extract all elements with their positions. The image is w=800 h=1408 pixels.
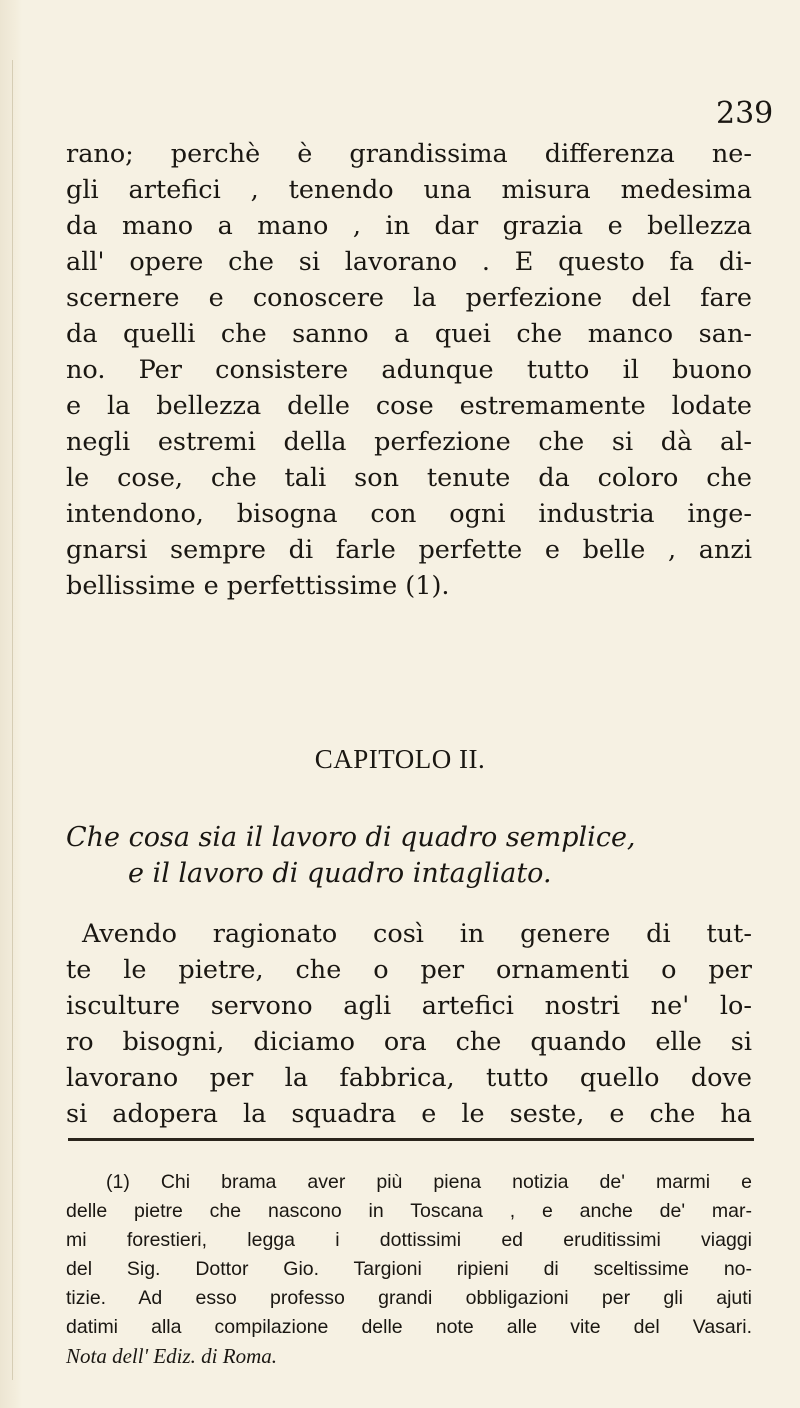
text-line: all' opere che si lavorano . E questo fa di- (66, 247, 752, 277)
footnote-separator (68, 1138, 754, 1141)
footnote-line: delle pietre che nascono in Toscana , e anche de' mar- (66, 1200, 752, 1222)
text-line: te le pietre, che o per ornamenti o per (66, 955, 752, 985)
text-line: intendono, bisogna con ogni industria inge- (66, 499, 752, 529)
body-text-top (66, 136, 752, 604)
footnote-line: tizie. Ad esso professo grandi obbligazioni per gli ajuti (66, 1287, 752, 1309)
footnote-line: mi forestieri, legga i dottissimi ed eruditissimi viaggi (66, 1229, 752, 1251)
text-line: da mano a mano , in dar grazia e bellezza (66, 211, 752, 241)
text-line: da quelli che sanno a quei che manco san- (66, 319, 752, 349)
subtitle-line: e il lavoro di quadro intagliato. (128, 858, 552, 889)
text-line: no. Per consistere adunque tutto il buono (66, 355, 752, 385)
text-line: Avendo ragionato così in genere di tut- (82, 919, 752, 949)
footnote (66, 1168, 752, 1371)
body-text-bottom (66, 916, 752, 1132)
page-number: 239 (716, 96, 774, 131)
chapter-heading: CAPITOLO II. (314, 744, 486, 774)
text-line: negli estremi della perfezione che si dà al- (66, 427, 752, 457)
text-line: isculture servono agli artefici nostri ne' lo- (66, 991, 752, 1021)
binding-edge (12, 60, 13, 1380)
subtitle-line: Che cosa sia il lavoro di quadro semplice, (66, 822, 636, 853)
text-line: le cose, che tali son tenute da coloro che (66, 463, 752, 493)
text-line: bellissime e perfettissime (1). (66, 571, 450, 601)
text-line: ro bisogni, diciamo ora che quando elle si (66, 1027, 752, 1057)
footnote-line: (1) Chi brama aver più piena notizia de' marmi e (106, 1171, 752, 1193)
text-line: gli artefici , tenendo una misura medesima (66, 175, 752, 205)
text-line: gnarsi sempre di farle perfette e belle , anzi (66, 535, 752, 565)
footnote-line: datimi alla compilazione delle note alle vite del Vasari. (66, 1316, 752, 1338)
text-line: si adopera la squadra e le seste, e che ha (66, 1099, 752, 1129)
chapter-subtitle (66, 820, 752, 892)
text-line: lavorano per la fabbrica, tutto quello dove (66, 1063, 752, 1093)
text-line: rano; perchè è grandissima differenza ne- (66, 139, 752, 169)
page-gutter (0, 0, 22, 1408)
footnote-attribution: Nota dell' Ediz. di Roma. (66, 1344, 277, 1368)
footnote-line: del Sig. Dottor Gio. Targioni ripieni di sceltissime no- (66, 1258, 752, 1280)
text-line: e la bellezza delle cose estremamente lodate (66, 391, 752, 421)
text-line: scernere e conoscere la perfezione del fare (66, 283, 752, 313)
